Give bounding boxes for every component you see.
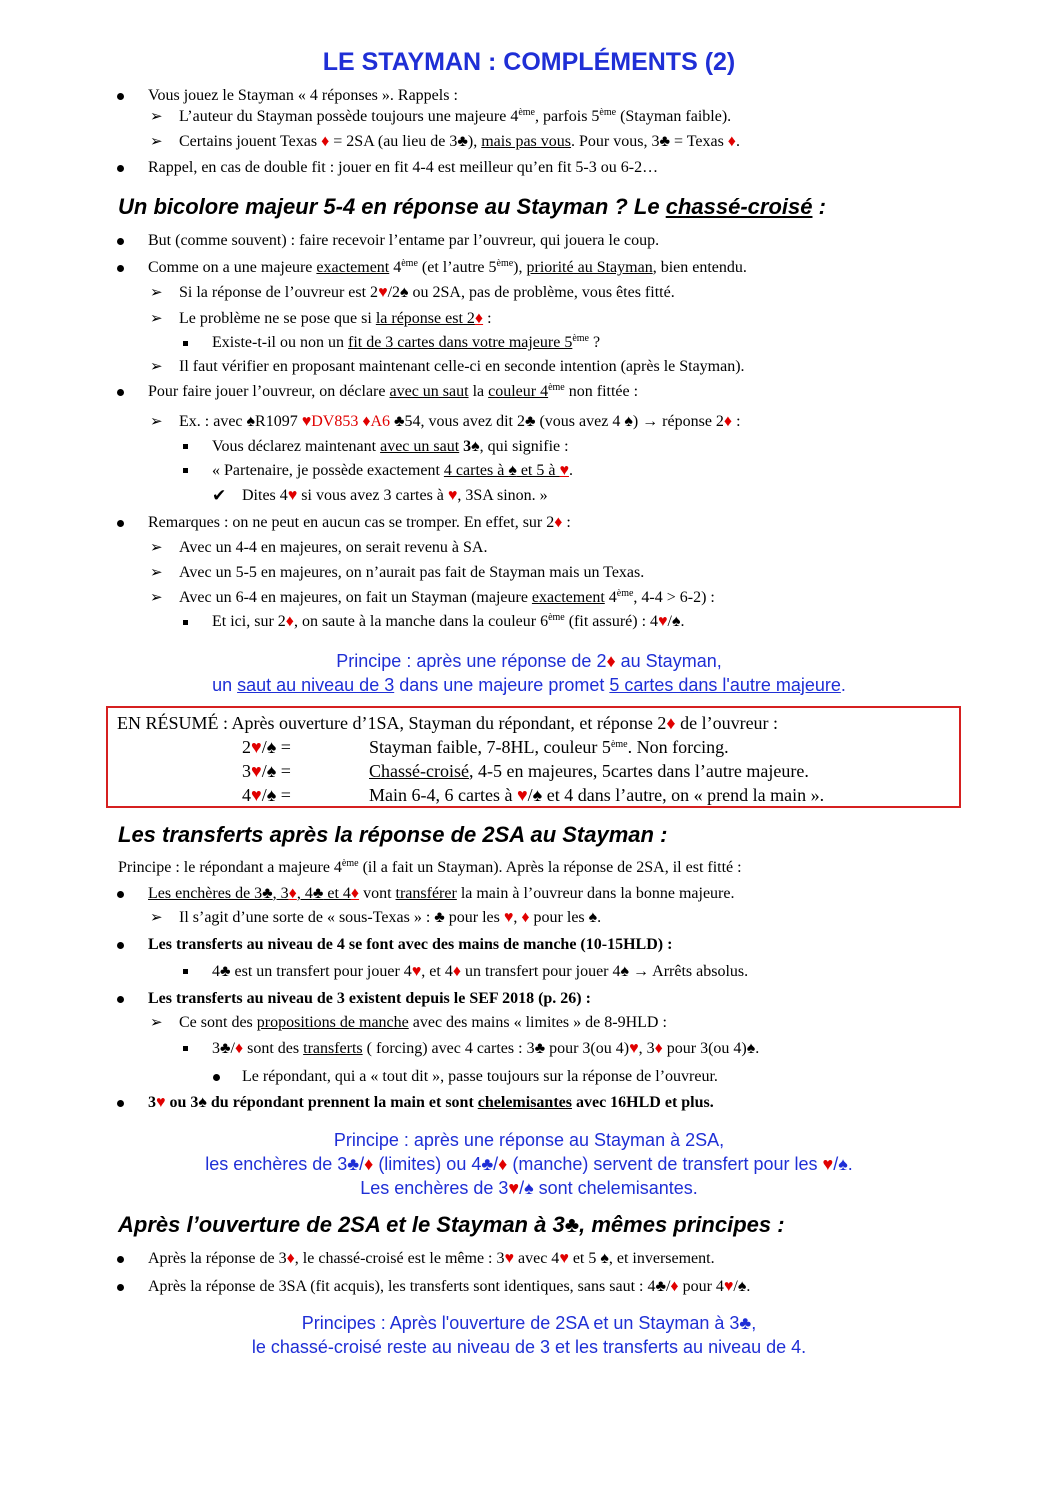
diamond-icon: ♦	[554, 514, 563, 531]
bullet-dot	[117, 891, 124, 898]
club-icon: ♣	[312, 885, 324, 902]
arrow-icon: ➢	[150, 590, 163, 606]
square-bullet	[183, 969, 188, 974]
club-icon: ♣	[347, 1154, 360, 1174]
intro-bullet-1-sub-1: L’auteur du Stayman possède toujours une majeure 4ème, parfois 5ème (Stayman faible).	[179, 107, 732, 125]
spade-icon: ♠	[400, 284, 409, 301]
arrow-icon: ➢	[150, 311, 163, 327]
arrow-icon: ➢	[150, 414, 163, 430]
spade-icon: ♠	[246, 413, 256, 430]
heart-icon: ♥	[822, 1154, 834, 1174]
summary-row-desc: Stayman faible, 7-8HL, couleur 5ème. Non forcing.	[369, 737, 729, 757]
heart-icon: ♥	[156, 1094, 166, 1111]
diamond-icon: ♦	[362, 413, 371, 430]
intro-bullet-1-sub-2: Certains jouent Texas ♦ = 2SA (au lieu de 3♣), mais pas vous. Pour vous, 3♣ = Texas ♦.	[179, 133, 740, 150]
s1-example-item-1: Vous déclarez maintenant avec un saut 3♠, qui signifie :	[212, 438, 569, 455]
principle-2-line-1: Principe : après une réponse au Stayman à 2SA,	[333, 1130, 725, 1150]
diamond-icon: ♦	[654, 1040, 663, 1057]
square-bullet	[183, 620, 188, 625]
club-icon: ♣	[739, 1313, 752, 1333]
s2-bullet-2-item: 4♣ est un transfert pour jouer 4♥, et 4♦ un transfert pour jouer 4♠ → Arrêts absolus.	[212, 963, 749, 980]
heart-icon: ♥	[411, 963, 422, 980]
s2-bullet-2: Les transferts au niveau de 4 se font avec des mains de manche (10-15HLD) :	[148, 936, 673, 953]
arrow-icon: ➢	[150, 565, 163, 581]
club-icon: ♣	[434, 909, 445, 926]
heart-icon: ♥	[658, 613, 668, 630]
arrow-icon: ➢	[150, 285, 163, 301]
principle-1-line-2: un saut au niveau de 3 dans une majeure promet 5 cartes dans l'autre majeure.	[212, 675, 846, 695]
heart-icon: ♥	[503, 909, 514, 926]
summary-heading: EN RÉSUMÉ : Après ouverture d’1SA, Stayman du répondant, et réponse 2♦ de l’ouvreur :	[117, 713, 779, 733]
square-bullet	[183, 1046, 188, 1051]
s2-intro: Principe : le répondant a majeure 4ème (il a fait un Stayman). Après la réponse de 2SA, il est fitté :	[118, 858, 742, 876]
heart-icon: ♥	[516, 785, 528, 805]
heart-icon: ♥	[251, 761, 262, 781]
check-icon: ✔	[212, 486, 227, 505]
arrow-icon: ➢	[150, 109, 163, 125]
arrow-icon: ➢	[150, 540, 163, 556]
club-icon: ♣	[262, 885, 273, 902]
spade-icon: ♠	[671, 613, 681, 630]
spade-icon: ♠	[266, 761, 277, 781]
summary-row-desc: Chassé-croisé, 4-5 en majeures, 5cartes dans l’autre majeure.	[369, 761, 809, 781]
summary-row-bid: 3♥/♠ =	[242, 761, 291, 781]
club-icon: ♣	[564, 1212, 580, 1237]
spade-icon: ♠	[624, 413, 633, 430]
s2-bullet-3-item: 3♣/♦ sont des transferts ( forcing) avec 4 cartes : 3♣ pour 3(ou 4)♥, 3♦ pour 3(ou 4)♠.	[212, 1040, 760, 1057]
heart-icon: ♥	[251, 785, 262, 805]
spade-icon: ♠	[508, 462, 517, 479]
bullet-dot	[117, 1284, 124, 1291]
spade-icon: ♠	[524, 1178, 534, 1198]
s1-bullet-3-example: Ex. : avec ♠R1097 ♥DV853 ♦A6 ♣54, vous avez dit 2♣ (vous avez 4 ♠) → réponse 2♦ :	[179, 413, 741, 430]
heart-icon: ♥	[447, 487, 458, 504]
spade-icon: ♠	[620, 963, 630, 980]
square-bullet	[183, 341, 188, 346]
heart-icon: ♥	[559, 1250, 569, 1267]
s1-bullet-2-sub-1: Si la réponse de l’ouvreur est 2♥/2♠ ou 2SA, pas de problème, vous êtes fitté.	[179, 284, 675, 301]
s2-bullet-1-sub-1: Il s’agit d’une sorte de « sous-Texas » : ♣ pour les ♥, ♦ pour les ♠.	[179, 909, 602, 926]
bullet-dot	[117, 165, 124, 172]
s1-example-item-2: « Partenaire, je possède exactement 4 cartes à ♠ et 5 à ♥.	[212, 462, 573, 479]
spade-icon: ♠	[532, 785, 543, 805]
bullet-dot	[117, 93, 124, 100]
principle-1-line-1: Principe : après une réponse de 2♦ au Stayman,	[336, 651, 722, 671]
heart-icon: ♥	[287, 487, 298, 504]
bullet-dot	[117, 1100, 124, 1107]
s2-bullet-3-sub-1: Ce sont des propositions de manche avec des mains « limites » de 8-9HLD :	[179, 1014, 667, 1031]
heart-icon: ♥	[301, 413, 312, 430]
bullet-dot	[117, 942, 124, 949]
club-icon: ♣	[220, 1040, 231, 1057]
diamond-icon: ♦	[606, 651, 616, 671]
diamond-icon: ♦	[350, 885, 360, 902]
heart-icon: ♥	[508, 1178, 520, 1198]
arrow-icon: ➢	[150, 1015, 163, 1031]
principle-3-line-2: le chassé-croisé reste au niveau de 3 et les transferts au niveau de 4.	[251, 1337, 807, 1357]
diamond-icon: ♦	[288, 885, 297, 902]
s1-bullet-4: Remarques : on ne peut en aucun cas se tromper. En effet, sur 2♦ :	[148, 514, 571, 531]
bullet-dot	[117, 389, 124, 396]
section-header-chasse-croise: Un bicolore majeur 5-4 en réponse au Stayman ? Le chassé-croisé :	[118, 194, 826, 219]
s2-bullet-1: Les enchères de 3♣, 3♦, 4♣ et 4♦ vont transférer la main à l’ouvreur dans la bonne majeure.	[148, 885, 735, 902]
spade-icon: ♠	[600, 1250, 609, 1267]
s1-bullet-2-sub-3: Il faut vérifier en proposant maintenant celle-ci en seconde intention (après le Stayman).	[179, 358, 745, 375]
s1-example-check: Dites 4♥ si vous avez 3 cartes à ♥, 3SA sinon. »	[242, 487, 548, 504]
summary-row-desc: Main 6-4, 6 cartes à ♥/♠ et 4 dans l’autre, on « prend la main ».	[369, 785, 825, 805]
bullet-dot	[117, 520, 124, 527]
s1-bullet-1: But (comme souvent) : faire recevoir l’entame par l’ouvreur, qui jouera le coup.	[148, 232, 660, 249]
diamond-icon: ♦	[285, 613, 294, 630]
spade-icon: ♠	[198, 1094, 207, 1111]
s1-bullet-2: Comme on a une majeure exactement 4ème (et l’autre 5ème), priorité au Stayman, bien entendu.	[148, 258, 747, 276]
heart-icon: ♥	[378, 284, 388, 301]
diamond-icon: ♦	[321, 133, 330, 150]
heart-icon: ♥	[251, 737, 262, 757]
diamond-icon: ♦	[498, 1154, 508, 1174]
summary-row-bid: 4♥/♠ =	[242, 785, 291, 805]
principle-2-line-3: Les enchères de 3♥/♠ sont chelemisantes.	[360, 1178, 698, 1198]
arrow-icon: ➢	[150, 134, 163, 150]
bullet-dot	[117, 238, 124, 245]
s2-bullet-3-item-note: Le répondant, qui a « tout dit », passe toujours sur la réponse de l’ouvreur.	[242, 1068, 718, 1085]
spade-icon: ♠	[471, 438, 480, 455]
heart-icon: ♥	[559, 462, 569, 479]
s3-bullet-2: Après la réponse de 3SA (fit acquis), les transferts sont identiques, sans saut : 4♣/♦ pour 4♥/♠.	[148, 1278, 751, 1295]
s1-bullet-2-sub-2: Le problème ne se pose que si la réponse est 2♦ :	[179, 310, 492, 327]
club-icon: ♣	[481, 1154, 494, 1174]
s2-bullet-4: 3♥ ou 3♠ du répondant prennent la main et sont chelemisantes avec 16HLD et plus.	[148, 1094, 714, 1111]
s2-bullet-3: Les transferts au niveau de 3 existent depuis le SEF 2018 (p. 26) :	[148, 990, 591, 1007]
s1-bullet-4-sub-3: Avec un 6-4 en majeures, on fait un Stayman (majeure exactement 4ème, 4-4 > 6-2) :	[179, 588, 715, 606]
diamond-icon: ♦	[286, 1250, 295, 1267]
diamond-icon: ♦	[666, 713, 676, 733]
intro-bullet-1: Vous jouez le Stayman « 4 réponses ». Rappels :	[148, 87, 458, 104]
square-bullet	[183, 444, 188, 449]
heart-icon: ♥	[504, 1250, 514, 1267]
club-icon: ♣	[220, 963, 231, 980]
diamond-icon: ♦	[364, 1154, 374, 1174]
s1-bullet-4-sub-2: Avec un 5-5 en majeures, on n’aurait pas fait de Stayman mais un Texas.	[179, 564, 645, 581]
intro-bullet-2: Rappel, en cas de double fit : jouer en fit 4-4 est meilleur qu’en fit 5-3 ou 6-2…	[148, 159, 659, 176]
spade-icon: ♠	[746, 1040, 756, 1057]
diamond-icon: ♦	[234, 1040, 244, 1057]
club-icon: ♣	[394, 413, 405, 430]
principle-3-line-1: Principes : Après l'ouverture de 2SA et un Stayman à 3♣,	[301, 1313, 757, 1333]
diamond-icon: ♦	[474, 310, 484, 327]
club-icon: ♣	[655, 1278, 666, 1295]
spade-icon: ♠	[737, 1278, 747, 1295]
summary-row-bid: 2♥/♠ =	[242, 737, 291, 757]
heart-icon: ♥	[629, 1040, 639, 1057]
s1-bullet-2-sub-2-item: Existe-t-il ou non un fit de 3 cartes dans votre majeure 5ème ?	[212, 333, 601, 351]
arrow-icon: ➢	[150, 359, 163, 375]
club-icon: ♣	[659, 133, 670, 150]
spade-icon: ♠	[266, 785, 277, 805]
principle-2-line-2: les enchères de 3♣/♦ (limites) ou 4♣/♦ (manche) servent de transfert pour les ♥/♠.	[205, 1154, 853, 1174]
diamond-icon: ♦	[723, 413, 733, 430]
diamond-icon: ♦	[670, 1278, 679, 1295]
section-header-transferts: Les transferts après la réponse de 2SA au Stayman :	[118, 822, 668, 847]
section-header-2sa: Après l’ouverture de 2SA et le Stayman à 3♣, mêmes principes :	[118, 1212, 785, 1237]
diamond-icon: ♦	[452, 963, 461, 980]
diamond-icon: ♦	[727, 133, 736, 150]
s3-bullet-1: Après la réponse de 3♦, le chassé-croisé est le même : 3♥ avec 4♥ et 5 ♠, et inversement.	[148, 1250, 715, 1267]
summary-box	[106, 706, 961, 808]
bullet-dot	[117, 265, 124, 272]
s1-bullet-4-sub-1: Avec un 4-4 en majeures, on serait revenu à SA.	[179, 539, 488, 556]
spade-icon: ♠	[588, 909, 598, 926]
club-icon: ♣	[457, 133, 468, 150]
spade-icon: ♠	[838, 1154, 848, 1174]
arrow-icon: ➢	[150, 910, 163, 926]
club-icon: ♣	[534, 1040, 546, 1057]
bullet-dot	[117, 996, 124, 1003]
club-icon: ♣	[524, 413, 536, 430]
spade-icon: ♠	[266, 737, 277, 757]
square-bullet	[183, 468, 188, 473]
bullet-dot	[213, 1074, 220, 1081]
heart-icon: ♥	[723, 1278, 734, 1295]
s1-bullet-4-sub-3-item: Et ici, sur 2♦, on saute à la manche dans la couleur 6ème (fit assuré) : 4♥/♠.	[212, 612, 685, 630]
bullet-dot	[117, 1256, 124, 1263]
diamond-icon: ♦	[521, 909, 530, 926]
s1-bullet-3: Pour faire jouer l’ouvreur, on déclare avec un saut la couleur 4ème non fittée :	[148, 382, 639, 400]
page-title: LE STAYMAN : COMPLÉMENTS (2)	[322, 48, 736, 76]
